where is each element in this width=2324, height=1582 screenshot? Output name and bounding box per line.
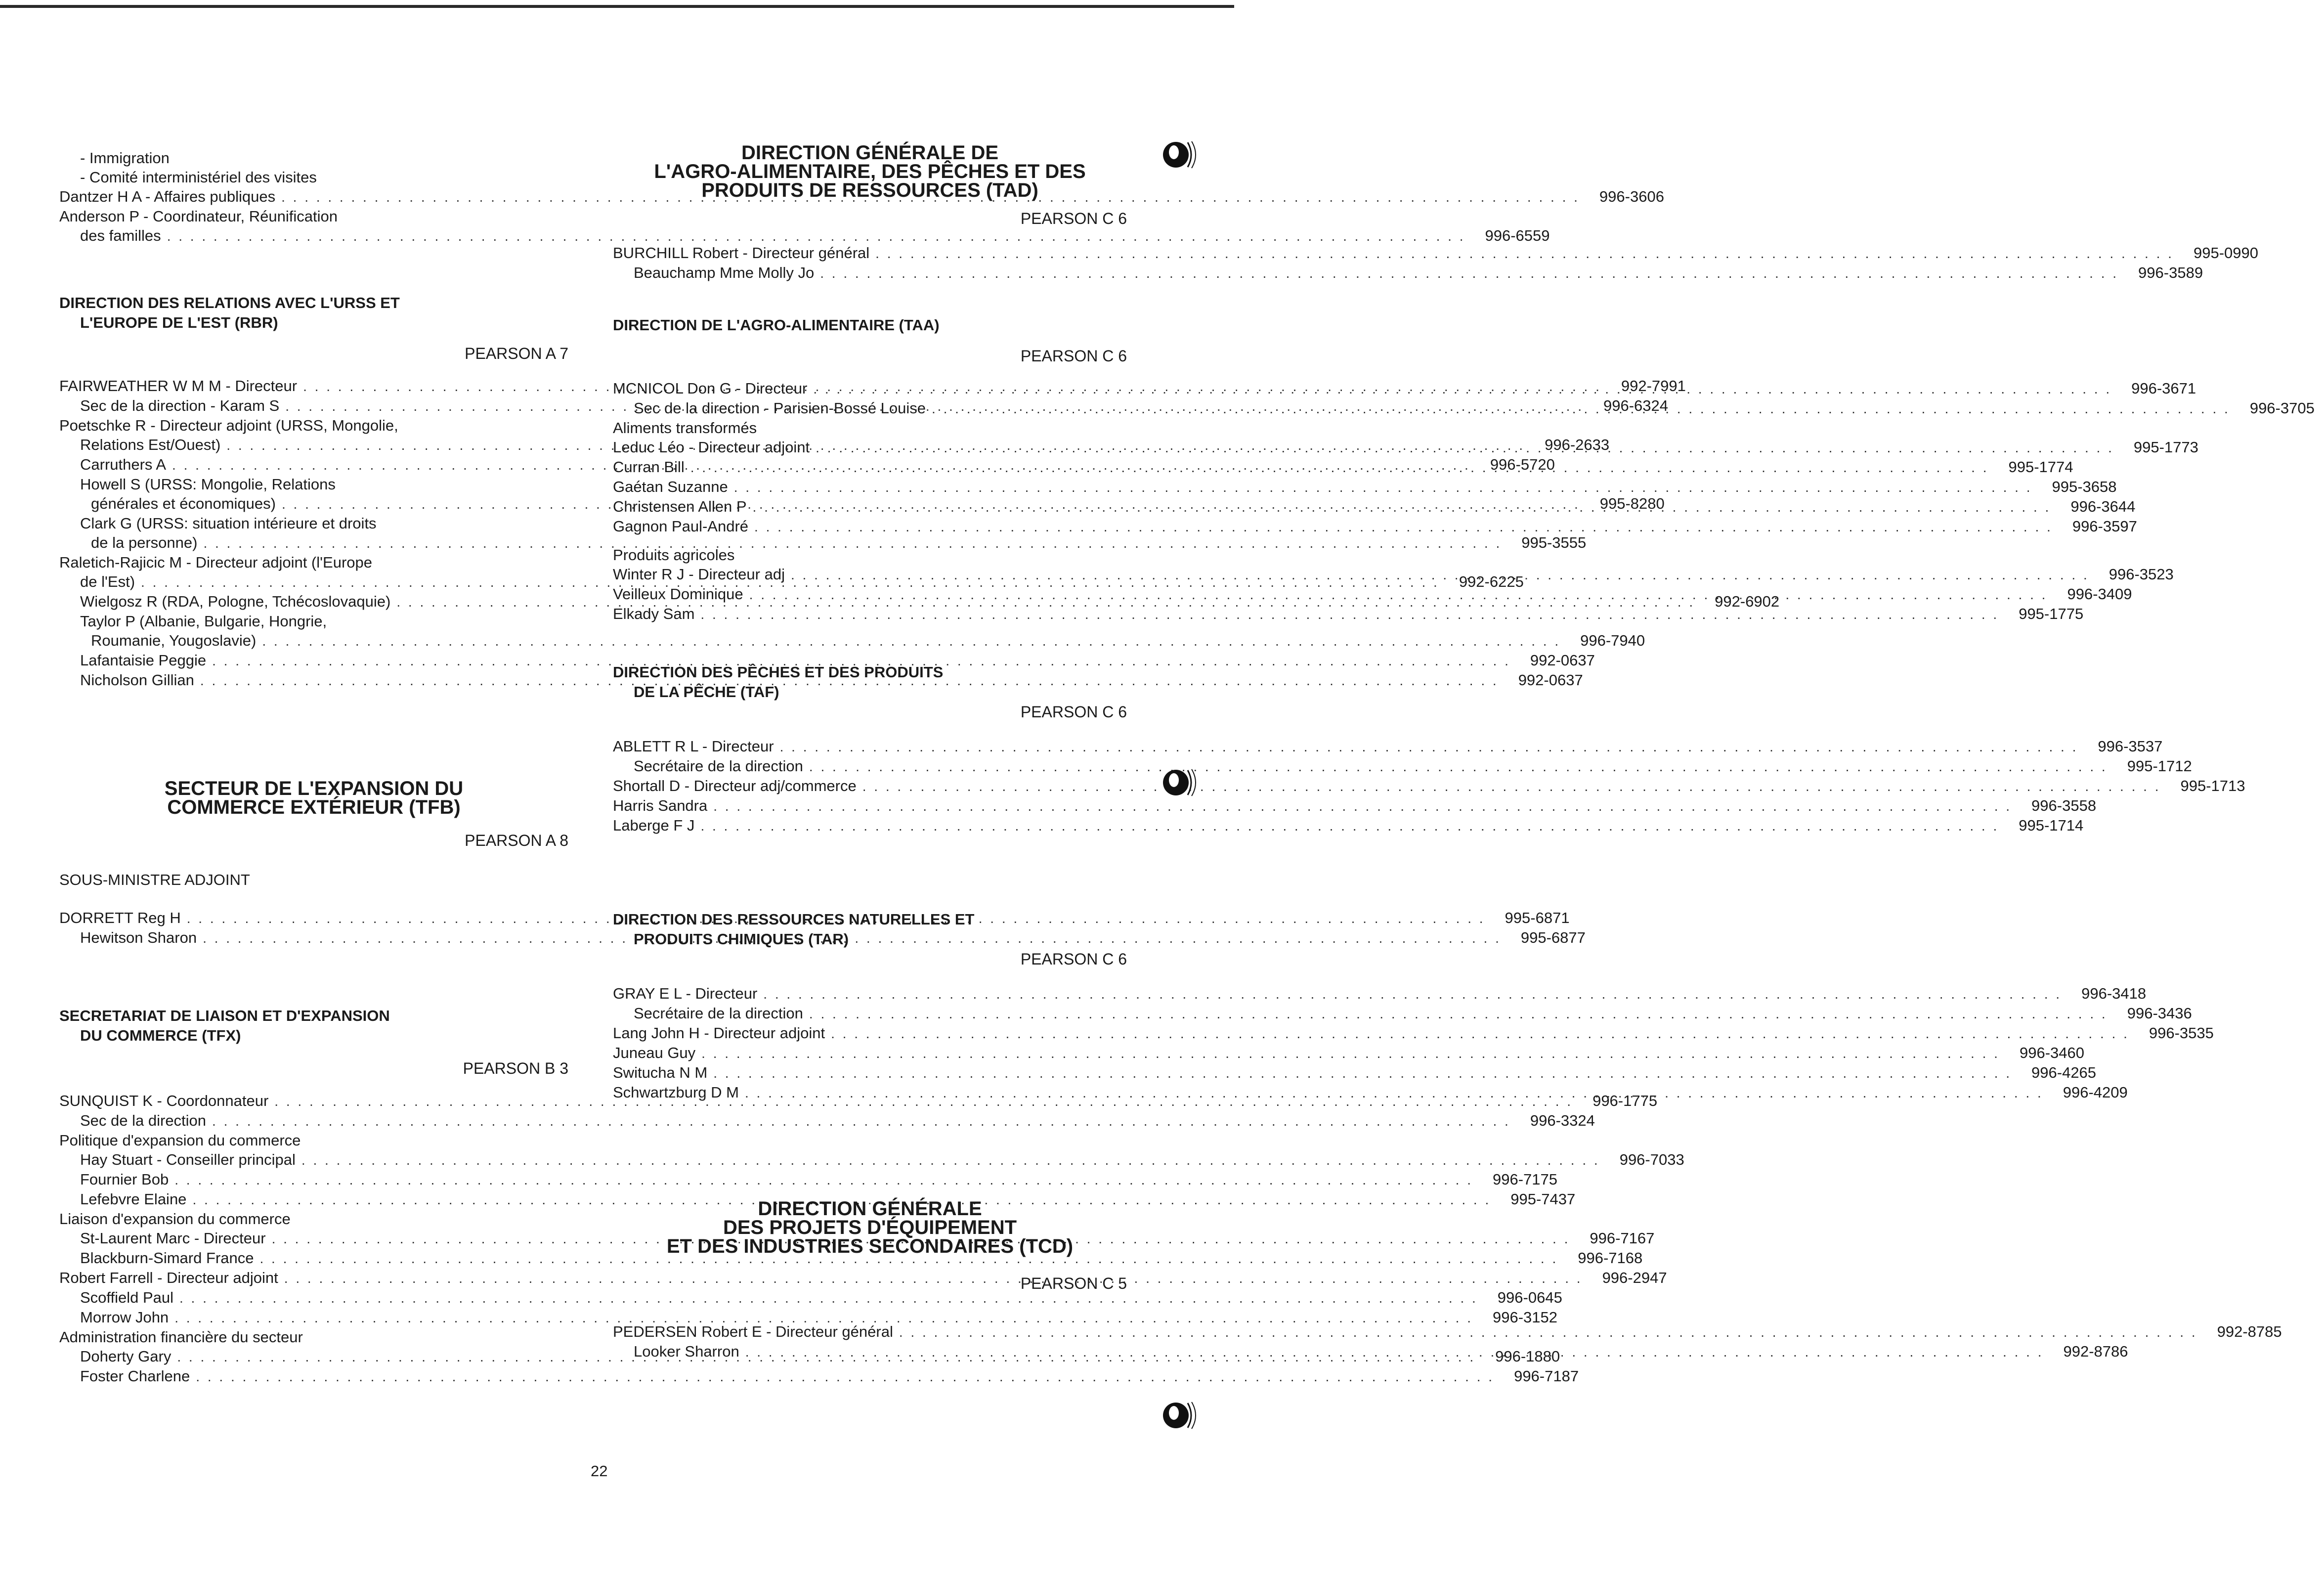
entry-phone: 996-3606 [1599, 188, 1664, 205]
entry-name: Nicholson Gillian [80, 671, 194, 689]
entry-phone: 995-1712 [2127, 757, 2192, 775]
entry-name: Wielgosz R (RDA, Pologne, Tchécoslovaquie) [80, 593, 391, 610]
location-label: PEARSON C 6 [1020, 950, 1127, 968]
entry-name: GRAY E L - Directeur [613, 985, 758, 1002]
dot-leader [690, 458, 1989, 477]
entry-phone: 992-8786 [2063, 1343, 2128, 1360]
directory-entry [59, 1366, 1579, 1386]
heading-line: L'EUROPE DE L'EST (RBR) [80, 314, 278, 331]
entry-phone: 996-6324 [1603, 397, 1668, 414]
entry-name: Sec de la direction - Parisien-Bossé Louise [634, 399, 926, 417]
entry-phone: 996-7167 [1590, 1230, 1655, 1247]
directory-entry [59, 651, 1595, 670]
group-label: Produits agricoles [613, 546, 735, 564]
entry-phone: 996-3324 [1530, 1112, 1595, 1129]
location-label: PEARSON C 6 [1020, 703, 1127, 721]
dot-leader [820, 264, 2118, 283]
directory-entry [613, 1004, 2192, 1023]
entry-name: ABLETT R L - Directeur [613, 738, 774, 755]
entry-phone: 996-3558 [2031, 797, 2097, 814]
entry-name: Fournier Bob [80, 1171, 169, 1188]
dot-leader [763, 984, 2062, 1004]
dot-leader [749, 585, 2048, 604]
entry-phone: 996-3705 [2249, 399, 2315, 417]
dot-leader [932, 399, 2230, 418]
entry-name: FAIRWEATHER W M M - Directeur [59, 377, 298, 395]
directory-entry [613, 1043, 2084, 1063]
section-title [613, 1199, 1127, 1256]
section-heading [59, 293, 568, 333]
list-item: Clark G (URSS: situation intérieure et droits [80, 515, 377, 532]
entry-name: Hewitson Sharon [80, 929, 197, 946]
dot-leader [700, 605, 1999, 624]
entry-phone: 996-7175 [1493, 1171, 1558, 1188]
directory-entry [59, 1308, 1557, 1327]
dot-leader [734, 478, 2032, 497]
section-heading [613, 910, 1127, 949]
entry-name: Winter R J - Directeur adj [613, 566, 785, 583]
entry-name: de la personne) [91, 534, 198, 551]
directory-entry [613, 1023, 2214, 1043]
page-number: 22 [591, 1462, 608, 1480]
entry-phone: 996-3589 [2138, 264, 2203, 281]
list-item: Anderson P - Coordinateur, Réunification [59, 208, 338, 225]
heading-line: PRODUITS CHIMIQUES (TAR) [634, 930, 849, 948]
entry-name: Elkady Sam [613, 605, 695, 622]
entry-phone: 992-0637 [1518, 671, 1583, 689]
entry-phone: 995-0990 [2193, 244, 2258, 262]
dot-leader [791, 565, 2089, 584]
title-line: DIRECTION GÉNÉRALE DE [741, 142, 999, 164]
list-item: Howell S (URSS: Mongolie, Relations [80, 476, 336, 493]
entry-name: Christensen Allen P [613, 498, 747, 515]
entry-name: Laberge F J [613, 817, 695, 834]
directory-entry [59, 1150, 1684, 1170]
directory-entry [59, 1111, 1595, 1131]
section-heading: DIRECTION DE L'AGRO-ALIMENTAIRE (TAA) [613, 316, 940, 334]
list-item: - Immigration [80, 149, 170, 167]
entry-phone: 995-1714 [2019, 817, 2084, 834]
entry-phone: 995-7437 [1510, 1190, 1576, 1208]
group-label: Liaison d'expansion du commerce [59, 1210, 291, 1228]
punch-hole-icon [1159, 761, 1202, 804]
directory-entry [59, 631, 1645, 651]
entry-phone: 996-3409 [2067, 585, 2132, 603]
directory-entry [613, 604, 2084, 624]
entry-name: St-Laurent Marc - Directeur [80, 1230, 266, 1247]
entry-name: Harris Sandra [613, 797, 708, 814]
entry-name: Switucha N M [613, 1064, 708, 1081]
dot-leader [875, 244, 2174, 263]
dot-leader [745, 1342, 2044, 1362]
heading-line: DIRECTION DES PÊCHES ET DES PRODUITS [613, 663, 944, 681]
directory-entry [613, 517, 2137, 536]
directory-entry [613, 243, 2258, 263]
entry-phone: 996-4265 [2031, 1064, 2097, 1081]
entry-name: Foster Charlene [80, 1367, 190, 1385]
entry-phone: 996-1775 [1592, 1092, 1658, 1109]
entry-phone: 992-7991 [1621, 377, 1686, 395]
directory-entry [613, 796, 2097, 816]
location-label: PEARSON A 7 [465, 345, 568, 362]
group-label: Administration financière du secteur [59, 1328, 303, 1346]
directory-entry [613, 737, 2163, 756]
entry-name: Shortall D - Directeur adj/commerce [613, 777, 857, 794]
heading-line: DIRECTION DES RESSOURCES NATURELLES ET [613, 911, 975, 928]
entry-phone: 996-3523 [2109, 566, 2174, 583]
dot-leader [713, 1063, 2012, 1083]
dot-leader [862, 777, 2161, 796]
entry-name: Roumanie, Yougoslavie) [91, 632, 257, 649]
entry-name: Gagnon Paul-André [613, 518, 749, 535]
entry-name: Juneau Guy [613, 1044, 696, 1061]
entry-phone: 992-6225 [1459, 573, 1524, 590]
list-item: Taylor P (Albanie, Bulgarie, Hongrie, [80, 613, 327, 630]
directory-entry [59, 533, 1587, 553]
punch-hole-icon [1159, 133, 1202, 176]
entry-phone: 995-6871 [1505, 909, 1570, 926]
directory-entry [59, 1170, 1558, 1189]
entry-phone: 992-0637 [1530, 652, 1595, 669]
entry-name: Blackburn-Simard France [80, 1249, 254, 1267]
list-item: Poetschke R - Directeur adjoint (URSS, Mongolie, [59, 417, 398, 434]
location-label: PEARSON C 6 [1020, 210, 1127, 227]
list-item: - Comité interministériel des visites [80, 169, 317, 186]
directory-entry [613, 984, 2147, 1004]
dot-leader [780, 737, 2078, 756]
dot-leader [816, 438, 2114, 457]
title-line: L'AGRO-ALIMENTAIRE, DES PÊCHES ET DES [654, 161, 1086, 182]
heading-line: DE LA PÊCHE (TAF) [634, 683, 779, 701]
title-line: DIRECTION GÉNÉRALE [758, 1198, 982, 1220]
entry-name: de l'Est) [80, 573, 135, 590]
location-label: PEARSON C 6 [1020, 347, 1127, 365]
entry-phone: 995-1775 [2019, 605, 2084, 622]
entry-phone: 996-3152 [1492, 1309, 1557, 1326]
entry-phone: 995-3658 [2052, 478, 2117, 495]
directory-entry [613, 816, 2084, 835]
directory-entry [613, 776, 2245, 796]
list-item: Raletich-Rajicic M - Directeur adjoint (l'Europe [59, 554, 373, 571]
title-line: SECTEUR DE L'EXPANSION DU [164, 778, 464, 799]
entry-name: SUNQUIST K - Coordonnateur [59, 1092, 269, 1109]
subsection-label: SOUS-MINISTRE ADJOINT [59, 871, 250, 888]
group-label: Politique d'expansion du commerce [59, 1132, 301, 1149]
directory-entry [613, 756, 2192, 776]
entry-phone: 996-2633 [1545, 436, 1610, 453]
entry-name: Beauchamp Mme Molly Jo [634, 264, 815, 281]
entry-phone: 996-2947 [1602, 1269, 1667, 1286]
entry-name: Scoffield Paul [80, 1289, 173, 1306]
entry-phone: 996-3537 [2098, 738, 2163, 755]
entry-name: Doherty Gary [80, 1348, 172, 1365]
entry-name: Dantzer H A - Affaires publiques [59, 188, 276, 205]
directory-entry [59, 1248, 1643, 1268]
section-heading [613, 662, 1127, 702]
entry-phone: 996-3436 [2127, 1005, 2192, 1022]
entry-name: PEDERSEN Robert E - Directeur général [613, 1323, 893, 1340]
entry-name: Veilleux Dominique [613, 585, 743, 603]
entry-phone: 996-3671 [2131, 380, 2196, 397]
section-heading [59, 1006, 568, 1046]
dot-leader [831, 1024, 2129, 1043]
entry-phone: 996-1880 [1495, 1348, 1560, 1365]
title-line: COMMERCE EXTÉRIEUR (TFB) [167, 796, 461, 818]
entry-phone: 992-6902 [1715, 593, 1780, 610]
location-label: PEARSON B 3 [463, 1059, 568, 1077]
directory-entry [613, 263, 2203, 283]
entry-phone: 996-7033 [1619, 1151, 1684, 1168]
entry-name: Lafantaisie Peggie [80, 652, 207, 669]
entry-name: Morrow John [80, 1309, 169, 1326]
entry-phone: 996-7940 [1580, 632, 1645, 649]
entry-phone: 995-6877 [1520, 929, 1586, 946]
entry-phone: 995-1774 [2008, 458, 2073, 476]
entry-name: MCNICOL Don G - Directeur [613, 380, 808, 397]
entry-phone: 996-7168 [1578, 1249, 1643, 1267]
title-line: DES PROJETS D'ÉQUIPEMENT [723, 1217, 1017, 1238]
entry-name: des familles [80, 227, 161, 244]
entry-name: Schwartzburg D M [613, 1084, 739, 1101]
entry-name: DORRETT Reg H [59, 909, 181, 926]
entry-phone: 995-1773 [2133, 439, 2198, 456]
entry-name: Leduc Léo - Directeur adjoint [613, 439, 810, 456]
dot-leader [809, 757, 2108, 776]
dot-leader [701, 1044, 2000, 1063]
entry-phone: 996-7187 [1514, 1367, 1579, 1385]
entry-name: Relations Est/Ouest) [80, 436, 221, 453]
entry-phone: 996-3418 [2081, 985, 2147, 1002]
entry-name: Curran Bill [613, 458, 685, 476]
heading-line: DIRECTION DES RELATIONS AVEC L'URSS ET [59, 294, 400, 311]
dot-leader [754, 517, 2053, 536]
entry-name: Carruthers A [80, 456, 167, 473]
entry-name: Hay Stuart - Conseiller principal [80, 1151, 296, 1168]
punch-hole-icon [1159, 1394, 1202, 1437]
entry-phone: 995-3555 [1521, 534, 1587, 551]
dot-leader [813, 379, 2111, 398]
page-top-rule [0, 5, 1234, 8]
entry-phone: 995-1713 [2180, 777, 2245, 794]
section-title [613, 143, 1127, 200]
entry-phone: 996-3644 [2070, 498, 2136, 515]
entry-name: Secrétaire de la direction [634, 1005, 803, 1022]
dot-leader [713, 796, 2012, 816]
heading-line: SECRETARIAT DE LIAISON ET D'EXPANSION [59, 1007, 390, 1024]
directory-entry [613, 1322, 2282, 1342]
entry-name: Lefebvre Elaine [80, 1190, 187, 1208]
entry-name: Gaétan Suzanne [613, 478, 728, 495]
location-label: PEARSON A 8 [465, 832, 568, 849]
section-title [59, 779, 568, 817]
entry-phone: 995-8280 [1599, 495, 1665, 512]
entry-name: Looker Sharron [634, 1343, 739, 1360]
entry-name: BURCHILL Robert - Directeur général [613, 244, 870, 262]
dot-leader [196, 1367, 1494, 1386]
dot-leader [809, 1004, 2108, 1023]
entry-phone: 996-6559 [1485, 227, 1550, 244]
dot-leader [745, 1083, 2043, 1102]
dot-leader [899, 1322, 2197, 1342]
entry-phone: 996-0645 [1497, 1289, 1562, 1306]
entry-phone: 996-5720 [1490, 456, 1555, 473]
directory-entry [59, 226, 1550, 246]
dot-leader [753, 497, 2051, 517]
entry-name: Secrétaire de la direction [634, 757, 803, 775]
directory-entry [613, 477, 2117, 497]
heading-line: DU COMMERCE (TFX) [80, 1027, 241, 1044]
entry-phone: 992-8785 [2217, 1323, 2282, 1340]
entry-name: Robert Farrell - Directeur adjoint [59, 1269, 278, 1286]
directory-entry [59, 1288, 1562, 1308]
entry-name: Sec de la direction [80, 1112, 207, 1129]
entry-phone: 996-3535 [2149, 1024, 2214, 1042]
title-line: PRODUITS DE RESSOURCES (TAD) [701, 179, 1038, 201]
dot-leader [700, 816, 1999, 835]
entry-phone: 996-3597 [2072, 518, 2137, 535]
title-line: ET DES INDUSTRIES SECONDAIRES (TCD) [666, 1235, 1074, 1257]
entry-name: Sec de la direction - Karam S [80, 397, 280, 414]
location-label: PEARSON C 5 [1020, 1274, 1127, 1292]
entry-name: générales et économiques) [91, 495, 276, 512]
group-label: Aliments transformés [613, 419, 757, 437]
entry-phone: 996-4209 [2063, 1084, 2128, 1101]
entry-phone: 996-3460 [2019, 1044, 2084, 1061]
entry-name: Lang John H - Directeur adjoint [613, 1024, 825, 1042]
directory-entry [613, 1063, 2097, 1083]
